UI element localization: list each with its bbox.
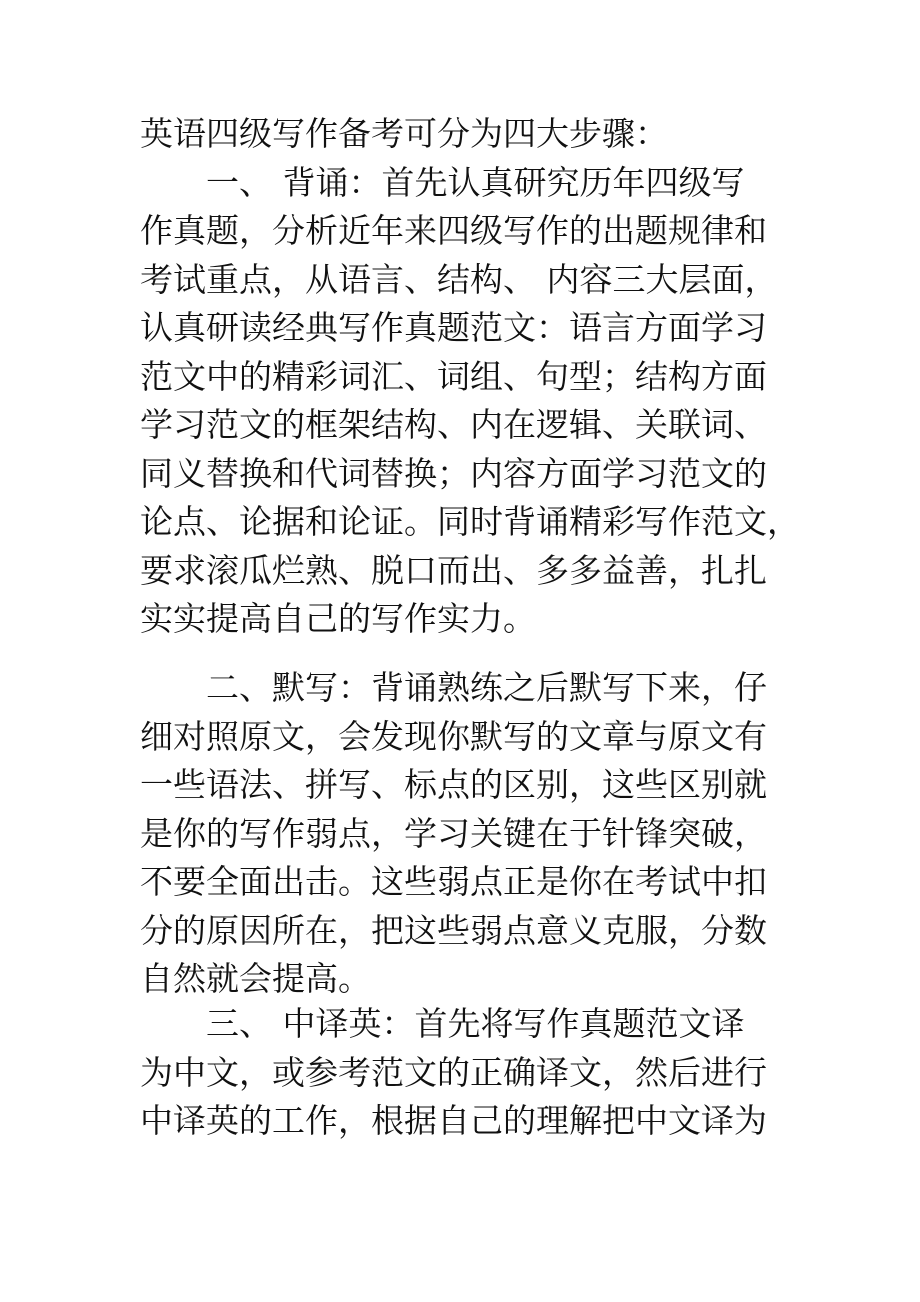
text-line: 实实提高自己的写作实力。 xyxy=(140,599,536,638)
document-heading-line: 英语四级写作备考可分为四大步骤： xyxy=(140,114,668,153)
text-line: 考试重点，从语言、结构、 内容三大层面， xyxy=(140,259,778,299)
text-line: 二、默写：背诵熟练之后默写下来，仔 xyxy=(206,668,767,707)
text-line: 作真题，分析近年来四级写作的出题规律和 xyxy=(140,211,767,250)
text-line: 细对照原文，会发现你默写的文章与原文有 xyxy=(140,716,767,756)
text-line: 范文中的精彩词汇、词组、句型；结构方面 xyxy=(140,356,767,396)
text-line: 中译英的工作，根据自己的理解把中文译为 xyxy=(140,1101,767,1140)
text-line: 同义替换和代词替换；内容方面学习范文的 xyxy=(140,453,767,493)
text-line: 三、 中译英：首先将写作真题范文译 xyxy=(206,1004,745,1043)
text-line: 自然就会提高。 xyxy=(140,959,371,998)
text-line: 是你的写作弱点，学习关键在于针锋突破， xyxy=(140,813,767,853)
text-line: 一些语法、拼写、标点的区别，这些区别就 xyxy=(140,765,767,804)
text-line: 分的原因所在，把这些弱点意义克服，分数 xyxy=(140,910,767,950)
text-line: 认真研读经典写作真题范文：语言方面学习 xyxy=(140,308,767,347)
paragraph-step-2 xyxy=(140,664,790,1004)
text-line: 要求滚瓜烂熟、脱口而出、多多益善，扎扎 xyxy=(140,550,767,590)
text-line: 不要全面出击。这些弱点正是你在考试中扣 xyxy=(140,862,767,901)
text-line: 论点、论据和论证。同时背诵精彩写作范文， xyxy=(140,502,800,541)
paragraph-step-3 xyxy=(140,1000,790,1146)
text-line: 为中文，或参考范文的正确译文，然后进行 xyxy=(140,1052,767,1092)
paragraph-step-1 xyxy=(140,110,800,644)
text-line: 一、 背诵：首先认真研究历年四级写 xyxy=(206,162,745,202)
text-line: 学习范文的框架结构、内在逻辑、关联词、 xyxy=(140,405,767,444)
